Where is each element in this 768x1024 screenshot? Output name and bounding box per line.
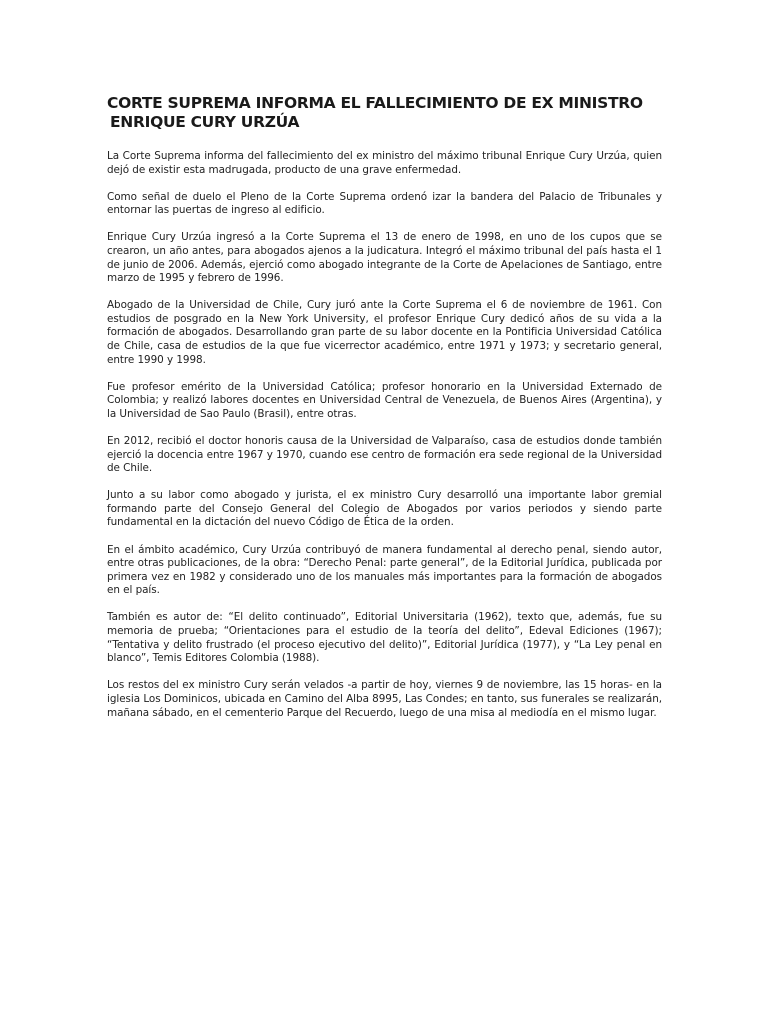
document-title: CORTE SUPREMA INFORMA EL FALLECIMIENTO DE EX MINISTRO ENRIQUE CURY URZÚA <box>107 94 643 131</box>
paragraph-honoris-causa: En 2012, recibió el doctor honoris causa de la Universidad de Valparaíso, casa de estudios donde también ejerció la docencia entre 1967 y 1970, cuando ese centro de formación era sede regional de la Universidad de Chile. <box>107 435 662 475</box>
paragraph-education: Abogado de la Universidad de Chile, Cury juró ante la Corte Suprema el 6 de noviembre de 1961. Con estudios de posgrado en la New York University, el profesor Enrique Cury dedicó años de su vida a la formación de abogados. Desarrollando gran parte de su labor docente en la Pontificia Universidad Católica de Chile, casa de estudios de la que fue vicerrector académico, entre 1971 y 1973; y secretario general, entre 1990 y 1998. <box>107 299 662 366</box>
paragraph-funeral-arrangements: Los restos del ex ministro Cury serán velados -a partir de hoy, viernes 9 de noviembre, las 15 horas- en la iglesia Los Dominicos, ubicada en Camino del Alba 8995, Las Condes; en tanto, sus funerales se realizarán, mañana sábado, en el cementerio Parque del Recuerdo, luego de una misa al mediodía en el mismo lugar. <box>107 679 662 719</box>
paragraph-professorships: Fue profesor emérito de la Universidad Católica; profesor honorario en la Universidad Externado de Colombia; y realizó labores docentes en Universidad Central de Venezuela, de Buenos Aires (Argentina), y la Universidad de Sao Paulo (Brasil), entre otras. <box>107 380 662 420</box>
paragraph-academic-contribution: En el ámbito académico, Cury Urzúa contribuyó de manera fundamental al derecho penal, siendo autor, entre otras publicaciones, de la obra: “Derecho Penal: parte general”, de la Editorial Jurídica, publicada por primera vez en 1982 y considerado uno de los manuales más importantes para la formación de abogados en el país. <box>107 543 662 597</box>
paragraph-death-announcement: La Corte Suprema informa del fallecimiento del ex ministro del máximo tribunal Enrique Cury Urzúa, quien dejó de existir esta madrugada, producto de una grave enfermedad. <box>107 150 662 176</box>
paragraph-guild-work: Junto a su labor como abogado y jurista, el ex ministro Cury desarrolló una importante labor gremial formando parte del Consejo General del Colegio de Abogados por varios periodos y siendo parte fundamental en la dictación del nuevo Código de Ética de la orden. <box>107 489 662 529</box>
paragraph-supreme-court-career: Enrique Cury Urzúa ingresó a la Corte Suprema el 13 de enero de 1998, en uno de los cupos que se crearon, un año antes, para abogados ajenos a la judicatura. Integró el máximo tribunal del país hasta el 1 de junio de 2006. Además, ejerció como abogado integrante de la Corte de Apelaciones de Santiago, entre marzo de 1995 y febrero de 1996. <box>107 231 662 285</box>
document-page <box>107 94 662 734</box>
paragraph-mourning: Como señal de duelo el Pleno de la Corte Suprema ordenó izar la bandera del Palacio de Tribunales y entornar las puertas de ingreso al edificio. <box>107 190 662 217</box>
paragraph-other-works: También es autor de: “El delito continuado”, Editorial Universitaria (1962), texto que, además, fue su memoria de prueba; “Orientaciones para el estudio de la teoría del delito”, Edeval Ediciones (1967); “Tentativa y delito frustrado (el proceso ejecutivo del delito)”, Editorial Jurídica (1977), y “La Ley penal en blanco”, Temis Editores Colombia (1988). <box>107 611 662 665</box>
